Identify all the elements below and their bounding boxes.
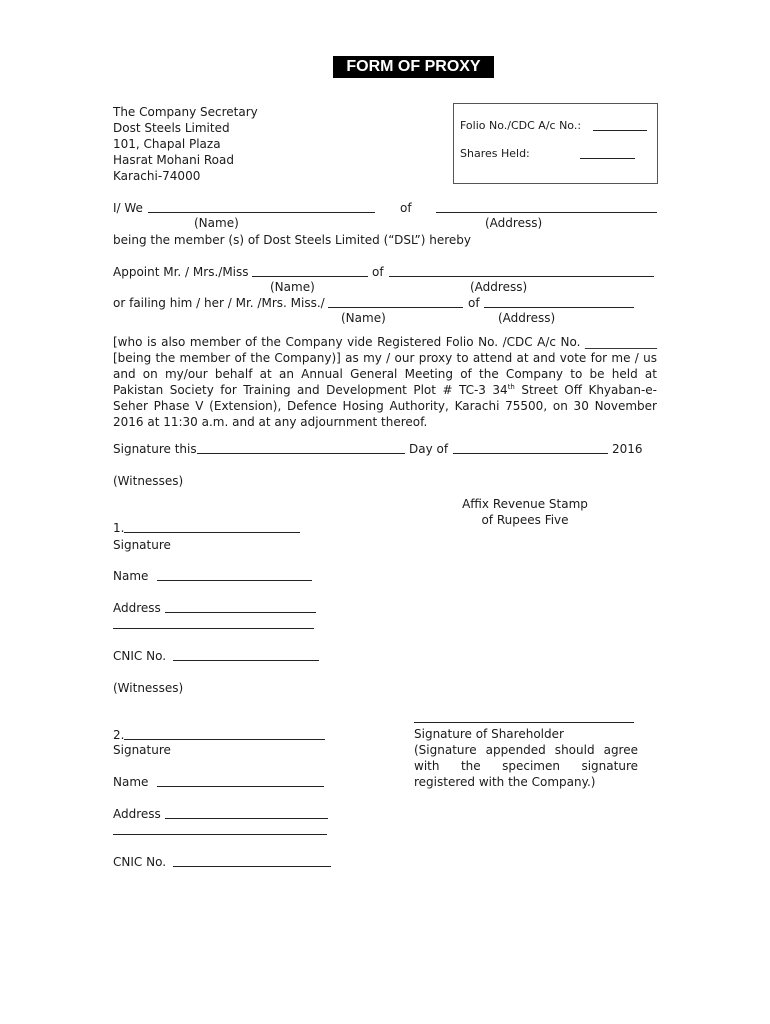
folio-box [453, 103, 658, 184]
addressee-line-5: Karachi-74000 [113, 169, 201, 183]
witness-2-address-field-2[interactable] [113, 822, 327, 839]
witness-1-signature-label: Signature [113, 538, 171, 552]
iwe-of-label: of [400, 201, 412, 215]
form-title: FORM OF PROXY [333, 56, 494, 78]
witness-1-cnic-label: CNIC No. [113, 649, 167, 663]
iwe-address-field[interactable] [436, 200, 657, 217]
witness-2-name-label: Name [113, 775, 149, 789]
witness-2-address-field[interactable] [165, 806, 328, 823]
failing-name-caption: (Name) [341, 311, 386, 325]
shareholder-signature-block [414, 726, 638, 790]
witness-2-cnic-label: CNIC No. [113, 855, 167, 869]
failing-of-label: of [468, 296, 480, 310]
month-field[interactable] [453, 441, 608, 458]
signature-this-label: Signature this [113, 442, 197, 456]
witness-1-signature-field[interactable] [124, 520, 300, 537]
signature-day-field[interactable] [197, 441, 405, 458]
shares-held-label: Shares Held: [460, 147, 530, 160]
witness-1-number: 1. [113, 521, 125, 535]
shareholder-signature-note: (Signature appended should agree with the specimen signature registered with the Company.) [414, 743, 638, 789]
iwe-label: I/ We [113, 201, 143, 215]
iwe-name-field[interactable] [148, 200, 375, 217]
witness-1-address-field-2[interactable] [113, 616, 314, 633]
member-statement: being the member (s) of Dost Steels Limited (“DSL”) hereby [113, 233, 471, 247]
witness-1-cnic-field[interactable] [173, 648, 319, 665]
addressee-line-3: 101, Chapal Plaza [113, 137, 221, 151]
revenue-stamp-area [440, 496, 610, 528]
addressee-line-1: The Company Secretary [113, 105, 258, 119]
witness-1-address-label: Address [113, 601, 161, 615]
shares-held-field[interactable] [580, 146, 635, 163]
witness-1-name-field[interactable] [157, 568, 312, 585]
appoint-name-caption: (Name) [270, 280, 315, 294]
witness-2-address-label: Address [113, 807, 161, 821]
shareholder-signature-title: Signature of Shareholder [414, 727, 564, 741]
iwe-name-caption: (Name) [194, 216, 239, 230]
witness-2-signature-label: Signature [113, 743, 171, 757]
stamp-line-1: Affix Revenue Stamp [462, 497, 588, 511]
witness-2-number: 2. [113, 728, 125, 742]
addressee-line-4: Hasrat Mohani Road [113, 153, 234, 167]
folio-label: Folio No./CDC A/c No.: [460, 119, 582, 132]
witnesses-heading-1: (Witnesses) [113, 474, 184, 488]
stamp-line-2: of Rupees Five [481, 513, 569, 527]
witness-1-address-field[interactable] [165, 600, 316, 617]
iwe-address-caption: (Address) [485, 216, 543, 230]
year-label: 2016 [612, 442, 643, 456]
addressee-line-2: Dost Steels Limited [113, 121, 230, 135]
proxy-paragraph: [who is also member of the Company vide Registered Folio No. /CDC A/c No. ____________ [being the member of the Company)] as my / our proxy to attend at and vote for me / us and on my/our behalf at an Annual General Meeting of the Company to be held at Pakistan Society for Training and Development Plot # TC-3 34th Street Off Khyaban-e-Seher Phase V (Extension), Defence Hosing Authority, Karachi 75500, on 30 November 2016 at 11:30 a.m. and at any adjournment thereof. [113, 335, 658, 429]
witnesses-heading-2: (Witnesses) [113, 681, 184, 695]
folio-field[interactable] [593, 118, 647, 135]
appoint-address-caption: (Address) [470, 280, 528, 294]
appoint-of-label: of [372, 265, 384, 279]
day-of-label: Day of [409, 442, 449, 456]
failing-address-caption: (Address) [498, 311, 556, 325]
appoint-label: Appoint Mr. / Mrs./Miss [113, 265, 249, 279]
failing-label: or failing him / her / Mr. /Mrs. Miss./ [113, 296, 325, 310]
shareholder-signature-field[interactable] [414, 710, 634, 727]
witness-1-name-label: Name [113, 569, 149, 583]
witness-2-cnic-field[interactable] [173, 854, 331, 871]
witness-2-name-field[interactable] [157, 774, 324, 791]
